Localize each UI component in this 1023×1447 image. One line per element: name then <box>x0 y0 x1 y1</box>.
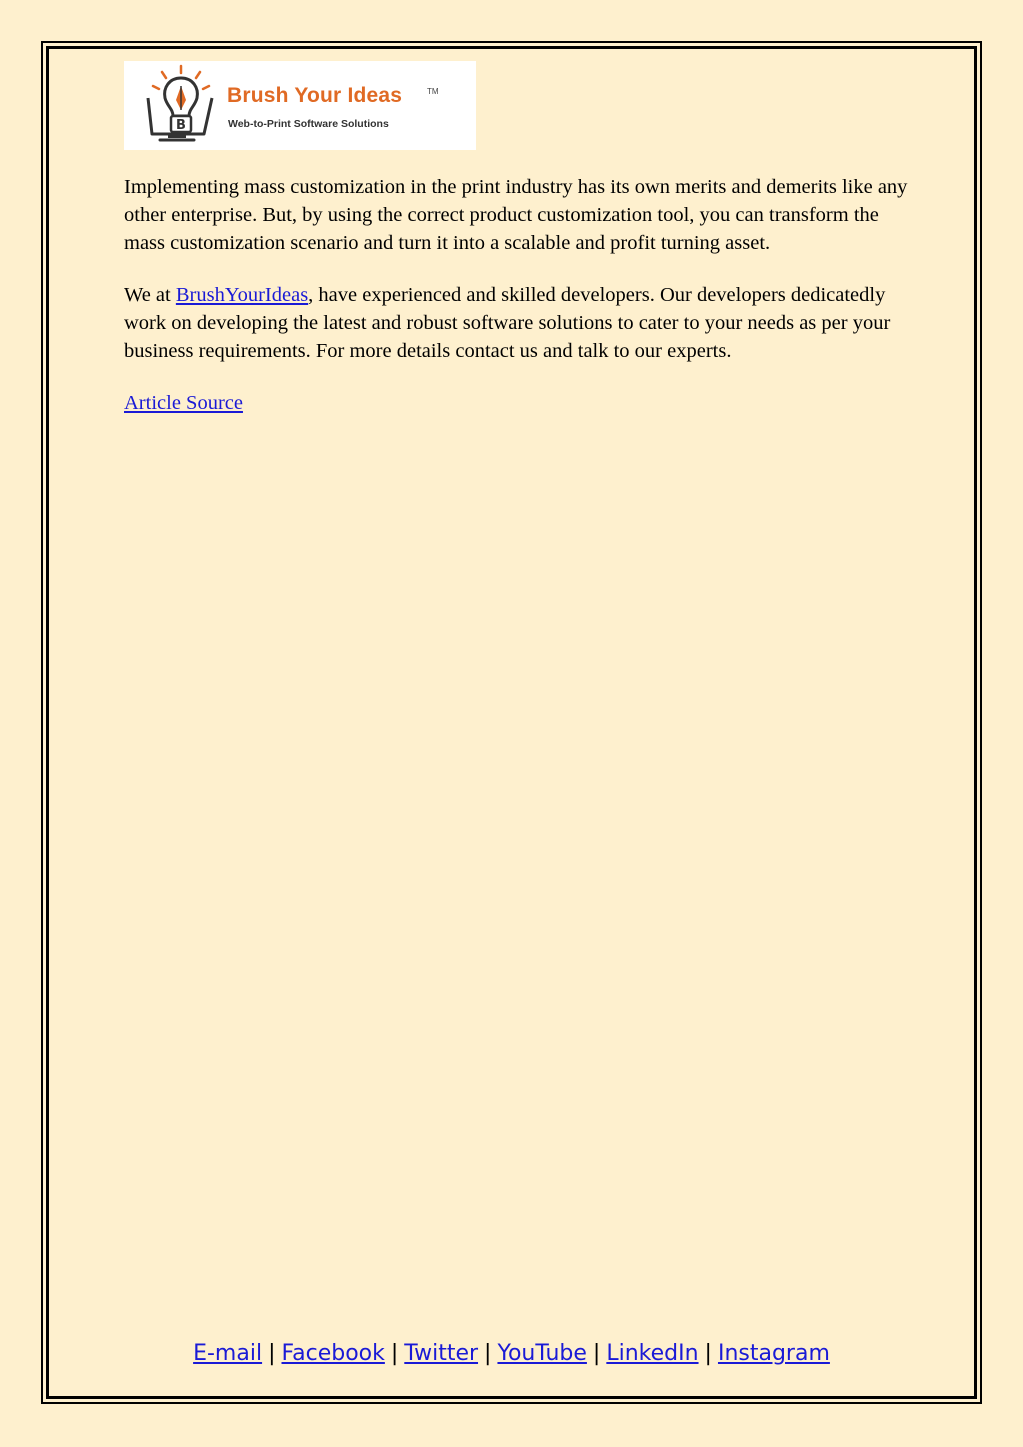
facebook-link[interactable]: Facebook <box>281 1341 385 1366</box>
paragraph-company-text: , have experienced and skilled developers. Our developers dedicatedly work on developing the latest and robust software solutions to cater to your needs as per your business requirements. For more details contact us and talk to our experts. <box>124 284 891 362</box>
footer-separator: | <box>704 1341 712 1366</box>
twitter-link[interactable]: Twitter <box>404 1341 479 1366</box>
brushyourideas-link[interactable]: BrushYourIdeas <box>175 284 309 306</box>
paragraph-intro: Implementing mass customization in the print industry has its own merits and demerits like any other enterprise. But, by using the correct product customization tool, you can transform the mass customization scenario and turn it into a scalable and profit turning asset. <box>124 176 908 254</box>
paragraph-company <box>124 281 914 365</box>
instagram-link[interactable]: Instagram <box>717 1341 830 1366</box>
email-link[interactable]: E-mail <box>193 1341 263 1366</box>
article-body <box>124 173 914 441</box>
logo-title: Brush Your Ideas <box>227 84 403 107</box>
paragraph-company-prefix: We at <box>124 284 176 306</box>
logo-tagline: Web-to-Print Software Solutions <box>228 118 389 130</box>
footer-social-links <box>0 1336 1023 1372</box>
svg-text:B: B <box>176 118 186 133</box>
footer-separator: | <box>592 1341 601 1366</box>
article-source-line <box>124 389 914 417</box>
youtube-link[interactable]: YouTube <box>497 1341 587 1366</box>
lightbulb-monitor-logo-icon <box>142 64 220 146</box>
brand-logo <box>124 61 476 150</box>
footer-separator: | <box>268 1341 276 1366</box>
linkedin-link[interactable]: LinkedIn <box>606 1341 699 1366</box>
trademark-mark: TM <box>427 87 439 96</box>
footer-separator: | <box>484 1341 492 1366</box>
footer-separator: | <box>390 1341 399 1366</box>
article-source-link[interactable]: Article Source <box>124 392 243 414</box>
